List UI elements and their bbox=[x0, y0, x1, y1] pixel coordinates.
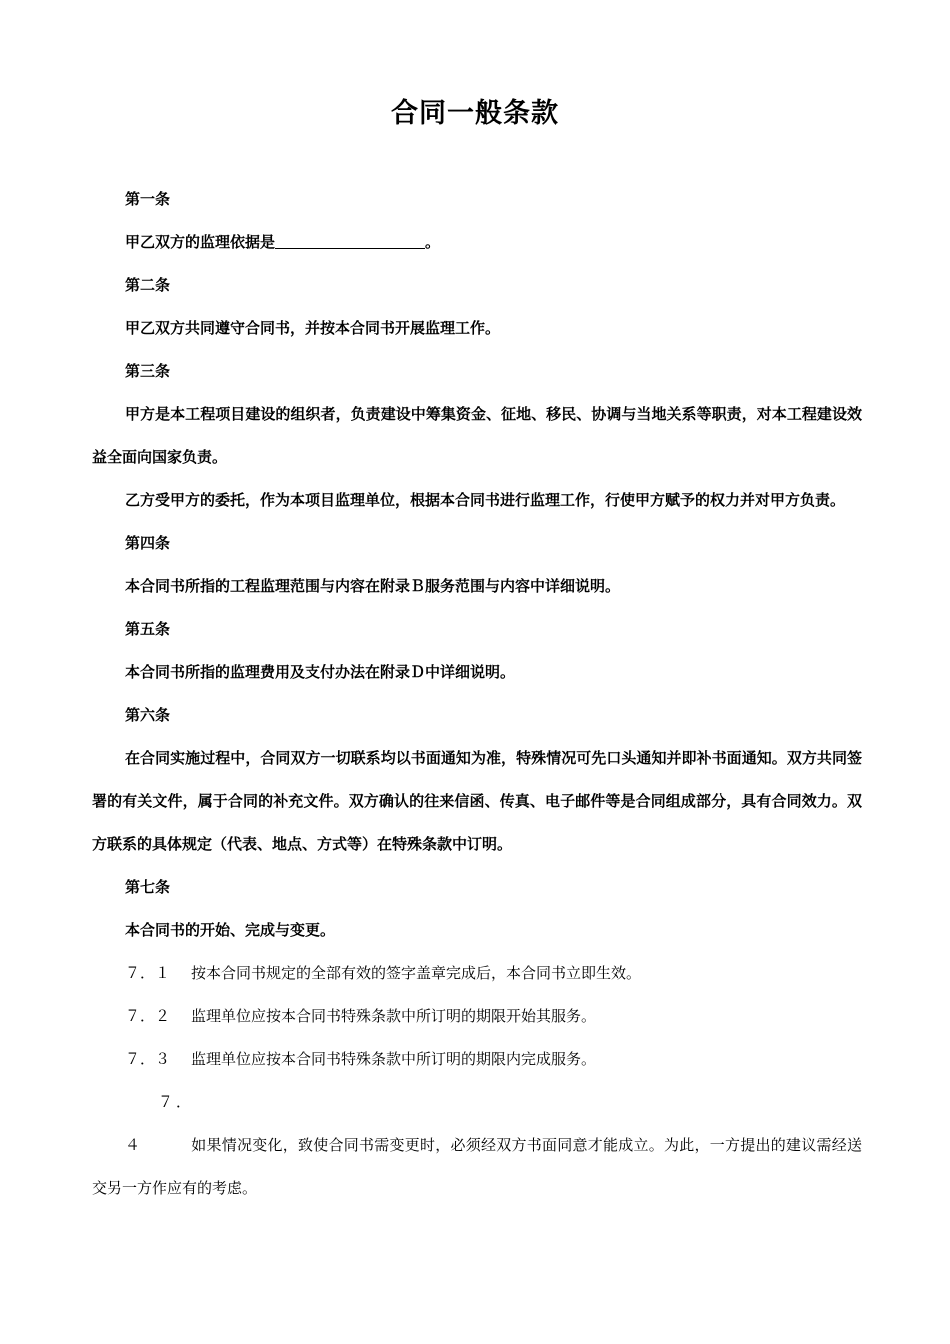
clause-7-2 bbox=[92, 995, 862, 1038]
clause-text: 如果情况变化，致使合同书需变更时，必须经双方书面同意才能成立。为此，一方提出的建议需经送交另一方作应有的考虑。 bbox=[92, 1136, 862, 1197]
clause-number: ７．４ bbox=[125, 1093, 191, 1154]
article-3-heading: 第三条 bbox=[125, 362, 171, 380]
article-3-paragraph-2: 乙方受甲方的委托，作为本项目监理单位，根据本合同书进行监理工作，行使甲方赋予的权力并对甲方负责。 bbox=[125, 491, 846, 509]
article-2-text: 甲乙双方共同遵守合同书，并按本合同书开展监理工作。 bbox=[125, 319, 501, 337]
article-6-paragraph: 在合同实施过程中，合同双方一切联系均以书面通知为准，特殊情况可先口头通知并即补书面通知。双方共同签署的有关文件，属于合同的补充文件。双方确认的往来信函、传真、电子邮件等是合同组成部分，具有合同效力。双方联系的具体规定（代表、地点、方式等）在特殊条款中订明。 bbox=[92, 749, 862, 853]
article-1-heading: 第一条 bbox=[125, 190, 171, 208]
clause-text: 监理单位应按本合同书特殊条款中所订明的期限开始其服务。 bbox=[191, 1007, 597, 1025]
fill-in-blank bbox=[275, 232, 425, 249]
article-5-heading: 第五条 bbox=[125, 620, 171, 638]
clause-7-4 bbox=[92, 1081, 862, 1210]
article-2-heading: 第二条 bbox=[125, 276, 171, 294]
clause-number: ７．３ bbox=[125, 1050, 171, 1068]
clause-7-1 bbox=[92, 952, 862, 995]
document-body bbox=[92, 178, 862, 1210]
article-1-text bbox=[92, 221, 862, 264]
document-title: 合同一般条款 bbox=[391, 98, 559, 129]
clause-text: 监理单位应按本合同书特殊条款中所订明的期限内完成服务。 bbox=[191, 1050, 597, 1068]
article-4-text: 本合同书所指的工程监理范围与内容在附录Ｂ服务范围与内容中详细说明。 bbox=[125, 577, 621, 595]
article-4-heading: 第四条 bbox=[125, 534, 171, 552]
article-3-paragraph-1: 甲方是本工程项目建设的组织者，负责建设中筹集资金、征地、移民、协调与当地关系等职责，对本工程建设效益全面向国家负责。 bbox=[92, 405, 862, 466]
article-5-text: 本合同书所指的监理费用及支付办法在附录Ｄ中详细说明。 bbox=[125, 663, 516, 681]
clause-number: ７．１ bbox=[125, 964, 171, 982]
clause-text: 按本合同书规定的全部有效的签字盖章完成后，本合同书立即生效。 bbox=[191, 964, 642, 982]
article-1-text-before: 甲乙双方的监理依据是 bbox=[125, 233, 276, 251]
article-7-text: 本合同书的开始、完成与变更。 bbox=[125, 921, 336, 939]
article-1-text-after: 。 bbox=[425, 233, 441, 251]
article-7-heading: 第七条 bbox=[125, 878, 171, 896]
clause-number: ７．２ bbox=[125, 1007, 171, 1025]
clause-7-3 bbox=[92, 1038, 862, 1081]
article-6-heading: 第六条 bbox=[125, 706, 171, 724]
